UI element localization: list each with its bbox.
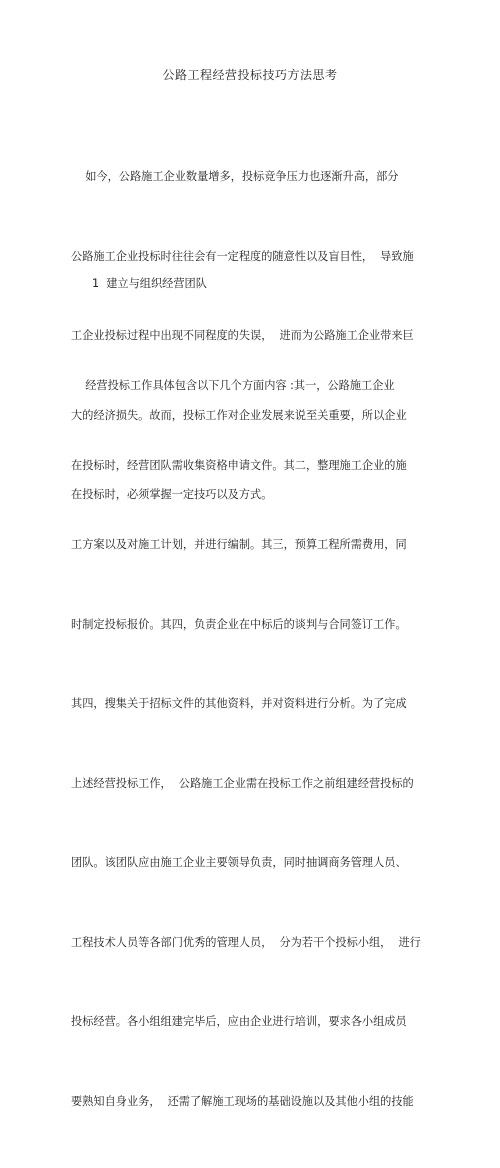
section-heading: 1 建立与组织经营团队 — [92, 277, 207, 290]
text-line: 工企业投标过程中出现不同程度的失误， 进而为公路施工企业带来巨 — [71, 329, 414, 342]
text-line: 团队。该团队应由施工企业主要领导负责，同时抽调商务管理人员、 — [71, 856, 407, 869]
document-title: 公路工程经营投标技巧方法思考 — [162, 68, 338, 82]
text-line: 上述经营投标工作， 公路施工企业需在投标工作之前组建经营投标的 — [71, 776, 414, 790]
paragraph-team — [71, 320, 431, 1168]
text-line: 在投标时，必须掌握一定技巧以及方式。 — [71, 488, 273, 501]
text-line: 公路施工企业投标时往往会有一定程度的随意性以及盲目性， 导致施 — [71, 249, 414, 263]
text-line: 时制定投标报价。其四，负责企业在中标后的谈判与合同签订工作。 — [71, 617, 407, 631]
text-line: 工程技术人员等各部门优秀的管理人员， 分为若干个投标小组， 进行 — [71, 935, 421, 949]
text-line: 经营投标工作具体包含以下几个方面内容 :其一，公路施工企业 — [71, 379, 395, 392]
text-line: 工方案以及对施工计划，并进行编制。其三，预算工程所需费用，同 — [71, 538, 407, 551]
text-line: 投标经营。各小组组建完毕后，应由企业进行培训，要求各小组成员 — [71, 1015, 407, 1028]
text-line: 其四，搜集关于招标文件的其他资料，并对资料进行分析。为了完成 — [71, 697, 407, 710]
text-line: 大的经济损失。故而，投标工作对企业发展来说至关重要，所以企业 — [71, 408, 407, 422]
text-line: 在投标时，经营团队需收集资格申请文件。其二，整理施工企业的施 — [71, 458, 407, 472]
text-line: 如今，公路施工企业数量增多，投标竞争压力也逐渐升高，部分 — [71, 170, 399, 183]
text-line: 要熟知自身业务， 还需了解施工现场的基础设施以及其他小组的技能 — [71, 1094, 414, 1108]
